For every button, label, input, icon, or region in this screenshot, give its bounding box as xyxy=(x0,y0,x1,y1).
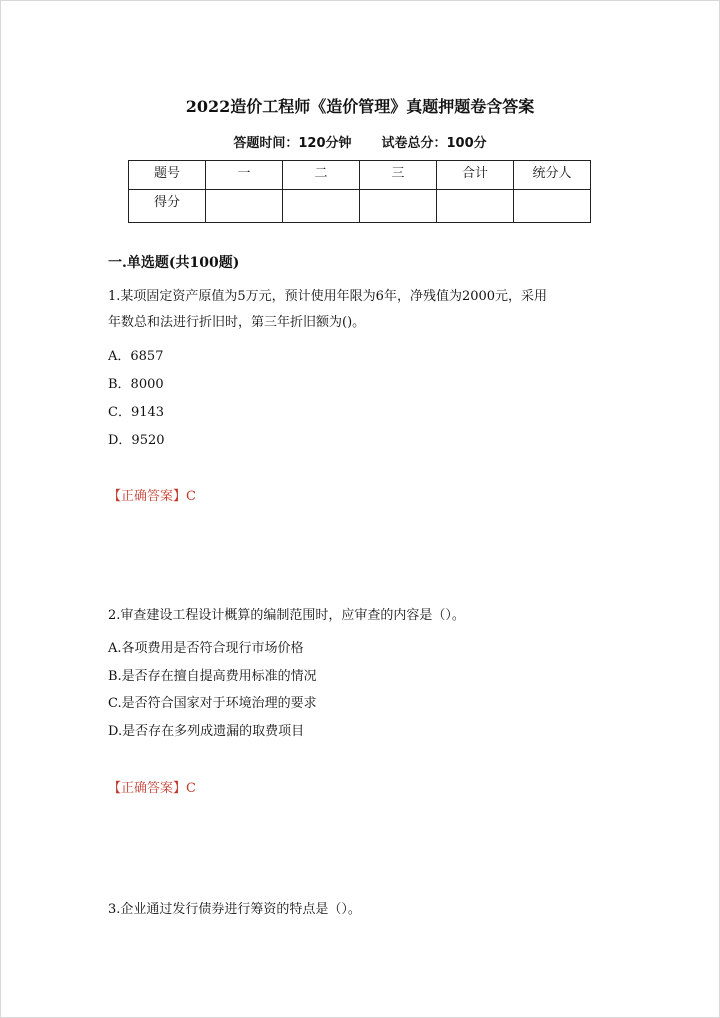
exam-info xyxy=(0,132,720,151)
score-table-header-cell: 二 xyxy=(283,161,360,190)
answer-line xyxy=(108,485,196,504)
score-cell xyxy=(437,190,514,223)
score-table-score-row xyxy=(129,190,591,223)
score-table-header-cell: 合计 xyxy=(437,161,514,190)
document-title: 2022造价工程师《造价管理》真题押题卷含答案 xyxy=(185,97,535,116)
question-1 xyxy=(108,284,618,336)
score-cell xyxy=(283,190,360,223)
score-cell xyxy=(360,190,437,223)
answer-line xyxy=(108,777,196,796)
option-b: B.是否存在擅自提高费用标准的情况 xyxy=(108,669,317,684)
option-c: C.是否符合国家对于环境治理的要求 xyxy=(108,696,317,711)
score-table-header-row xyxy=(129,161,591,190)
option-d: D.是否存在多列成遗漏的取费项目 xyxy=(108,724,305,739)
question-3 xyxy=(108,897,618,923)
score-table-header-cell: 一 xyxy=(206,161,283,190)
option-c: C．9143 xyxy=(108,405,165,420)
answer-label: 【正确答案】 xyxy=(108,489,187,504)
question-stem: 年数总和法进行折旧时，第三年折旧额为()。 xyxy=(108,315,366,330)
time-label: 答题时间：120分钟 xyxy=(233,136,352,151)
score-cell xyxy=(206,190,283,223)
section-heading: 一.单选题(共100题) xyxy=(108,255,240,271)
answer-label: 【正确答案】 xyxy=(108,781,187,796)
question-2 xyxy=(108,603,618,629)
score-table-header-cell: 三 xyxy=(360,161,437,190)
option-b: B．8000 xyxy=(108,377,164,392)
answer-value: C xyxy=(186,781,196,796)
score-table-header-cell: 题号 xyxy=(129,161,206,190)
total-score-label: 试卷总分：100分 xyxy=(381,136,487,151)
question-stem: 1.某项固定资产原值为5万元，预计使用年限为6年，净残值为2000元，采用 xyxy=(108,289,548,304)
answer-value: C xyxy=(186,489,196,504)
option-a: A．6857 xyxy=(108,349,164,364)
score-table xyxy=(128,160,591,223)
question-stem: 2.审查建设工程设计概算的编制范围时，应审查的内容是（）。 xyxy=(108,608,465,623)
score-row-label: 得分 xyxy=(129,190,206,223)
option-d: D．9520 xyxy=(108,433,165,448)
question-stem: 3.企业通过发行债券进行筹资的特点是（）。 xyxy=(108,902,361,917)
score-cell xyxy=(514,190,591,223)
score-table-header-cell: 统分人 xyxy=(514,161,591,190)
option-a: A.各项费用是否符合现行市场价格 xyxy=(108,641,304,656)
